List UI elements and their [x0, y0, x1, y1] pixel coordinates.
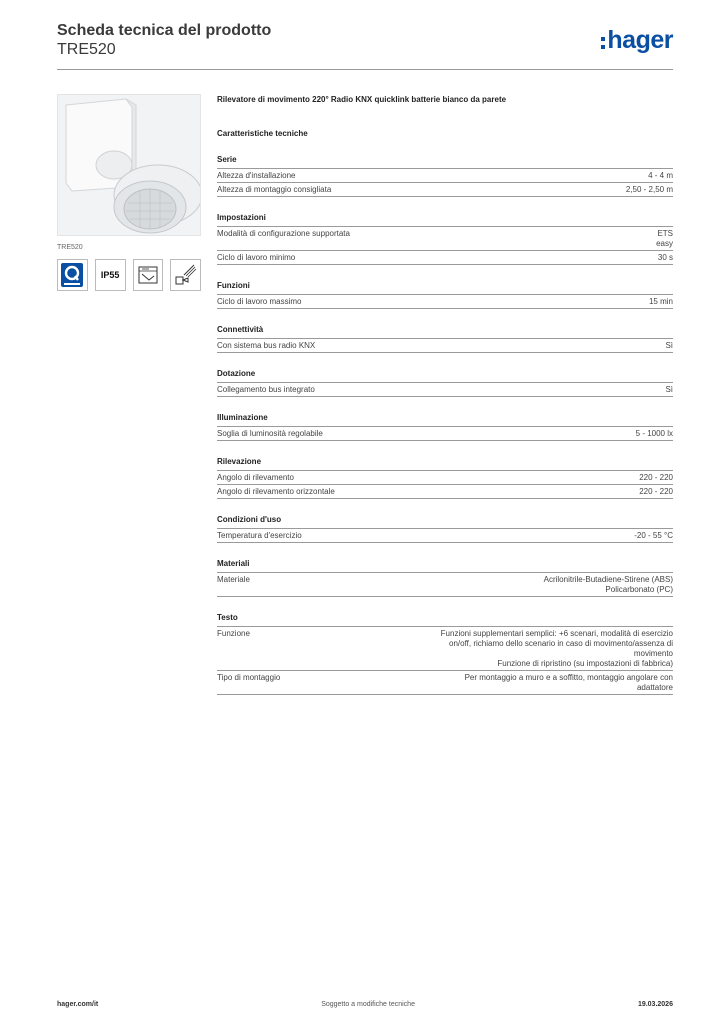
spec-row [217, 339, 673, 353]
section-title: Materiali [217, 559, 673, 573]
logo-text: hager [607, 26, 673, 54]
spec-section [217, 413, 673, 441]
spec-row [217, 485, 673, 499]
spec-row [217, 169, 673, 183]
spec-section [217, 155, 673, 197]
spec-value [407, 575, 673, 595]
spec-section [217, 281, 673, 309]
spec-value [407, 341, 673, 351]
spec-section [217, 559, 673, 597]
spec-section [217, 369, 673, 397]
spec-row [217, 251, 673, 265]
spec-label: Con sistema bus radio KNX [217, 341, 316, 350]
quicklink-icon [57, 259, 88, 291]
section-title: Connettività [217, 325, 673, 339]
spec-row [217, 529, 673, 543]
spec-row [217, 383, 673, 397]
spec-section [217, 613, 673, 695]
spec-row [217, 427, 673, 441]
spec-section [217, 213, 673, 265]
spec-value-line: 30 s [657, 253, 673, 262]
spec-label: Angolo di rilevamento orizzontale [217, 487, 335, 496]
spec-value-line: Sì [665, 341, 673, 350]
spec-value [407, 229, 673, 249]
spec-value [407, 473, 673, 483]
technical-features-heading: Caratteristiche tecniche [217, 129, 308, 138]
spec-value [407, 171, 673, 181]
section-title: Illuminazione [217, 413, 673, 427]
spec-sections [217, 155, 673, 695]
spec-label: Materiale [217, 575, 250, 584]
spec-label: Soglia di luminosità regolabile [217, 429, 323, 438]
footer-note: Soggetto a modifiche tecniche [321, 1001, 415, 1008]
spec-row [217, 183, 673, 197]
product-code: TRE520 [57, 41, 116, 58]
product-description: Rilevatore di movimento 220° Radio KNX quicklink batterie bianco da parete [217, 95, 507, 104]
spec-value [407, 673, 673, 693]
spec-value-line: 4 - 4 m [648, 171, 673, 180]
page-title: Scheda tecnica del prodotto [57, 22, 272, 39]
spec-value-line: 15 min [648, 297, 673, 306]
spec-value-line: 220 - 220 [639, 473, 673, 482]
badge-row [57, 259, 201, 291]
spec-row [217, 573, 673, 597]
section-title: Condizioni d'uso [217, 515, 673, 529]
footer-url: hager.com/it [57, 1001, 99, 1008]
spec-label: Ciclo di lavoro massimo [217, 297, 302, 306]
spec-value [407, 385, 673, 395]
spec-value-line: adattatore [636, 683, 673, 692]
wall-mount-icon [170, 259, 201, 291]
spec-value-line: easy [656, 239, 673, 248]
spec-value [407, 487, 673, 497]
section-title: Serie [217, 155, 673, 169]
spec-value-line: on/off, richiamo dello scenario in caso di movimento/assenza di [449, 639, 673, 648]
logo-colon-mark [601, 37, 605, 49]
spec-section [217, 325, 673, 353]
spec-label: Temperatura d'esercizio [217, 531, 302, 540]
spec-section [217, 515, 673, 543]
spec-value [407, 185, 673, 195]
spec-value [407, 531, 673, 541]
spec-value-line: Funzione di ripristino (su impostazioni di fabbrica) [497, 659, 673, 668]
page-footer [57, 1001, 673, 1008]
spec-row [217, 627, 673, 671]
spec-label: Tipo di montaggio [217, 673, 281, 682]
section-title: Testo [217, 613, 673, 627]
spec-label: Ciclo di lavoro minimo [217, 253, 296, 262]
spec-value [407, 629, 673, 669]
product-details [217, 94, 673, 695]
spec-value-line: 2,50 - 2,50 m [625, 185, 673, 194]
image-caption: TRE520 [57, 244, 83, 251]
section-title: Rilevazione [217, 457, 673, 471]
spec-label: Angolo di rilevamento [217, 473, 294, 482]
spec-value-line: Funzioni supplementari semplici: +6 scenari, modalità di esercizio [440, 629, 673, 638]
spec-value-line: movimento [633, 649, 673, 658]
spec-value-line: ETS [657, 229, 673, 238]
spec-value-line: 5 - 1000 lx [635, 429, 673, 438]
spec-value-line: -20 - 55 °C [634, 531, 673, 540]
section-title: Funzioni [217, 281, 673, 295]
spec-label: Altezza di montaggio consigliata [217, 185, 332, 194]
footer-date: 19.03.2026 [637, 1001, 673, 1008]
spec-value-line: Per montaggio a muro e a soffitto, montaggio angolare con [464, 673, 673, 682]
spec-label: Funzione [217, 629, 250, 638]
spec-value-line: 220 - 220 [639, 487, 673, 496]
spec-label: Collegamento bus integrato [217, 385, 315, 394]
spec-label: Modalità di configurazione supportata [217, 229, 350, 238]
spec-value [407, 429, 673, 439]
brightness-setting-icon [133, 259, 164, 291]
spec-section [217, 457, 673, 499]
section-title: Impostazioni [217, 213, 673, 227]
spec-value-line: Policarbonato (PC) [605, 585, 673, 594]
page-header [57, 20, 673, 70]
spec-row [217, 671, 673, 695]
hager-logo [601, 26, 673, 55]
spec-row [217, 295, 673, 309]
spec-row [217, 227, 673, 251]
spec-row [217, 471, 673, 485]
section-title: Dotazione [217, 369, 673, 383]
spec-value [407, 297, 673, 307]
spec-value [407, 253, 673, 263]
spec-value-line: Acrilonitrile-Butadiene-Stirene (ABS) [543, 575, 673, 584]
spec-label: Altezza d'installazione [217, 171, 296, 180]
product-image [57, 94, 201, 236]
ip-rating-badge: IP55 [95, 259, 126, 291]
motion-detector-illustration [58, 95, 201, 236]
spec-value-line: Sì [665, 385, 673, 394]
product-media [57, 94, 201, 291]
